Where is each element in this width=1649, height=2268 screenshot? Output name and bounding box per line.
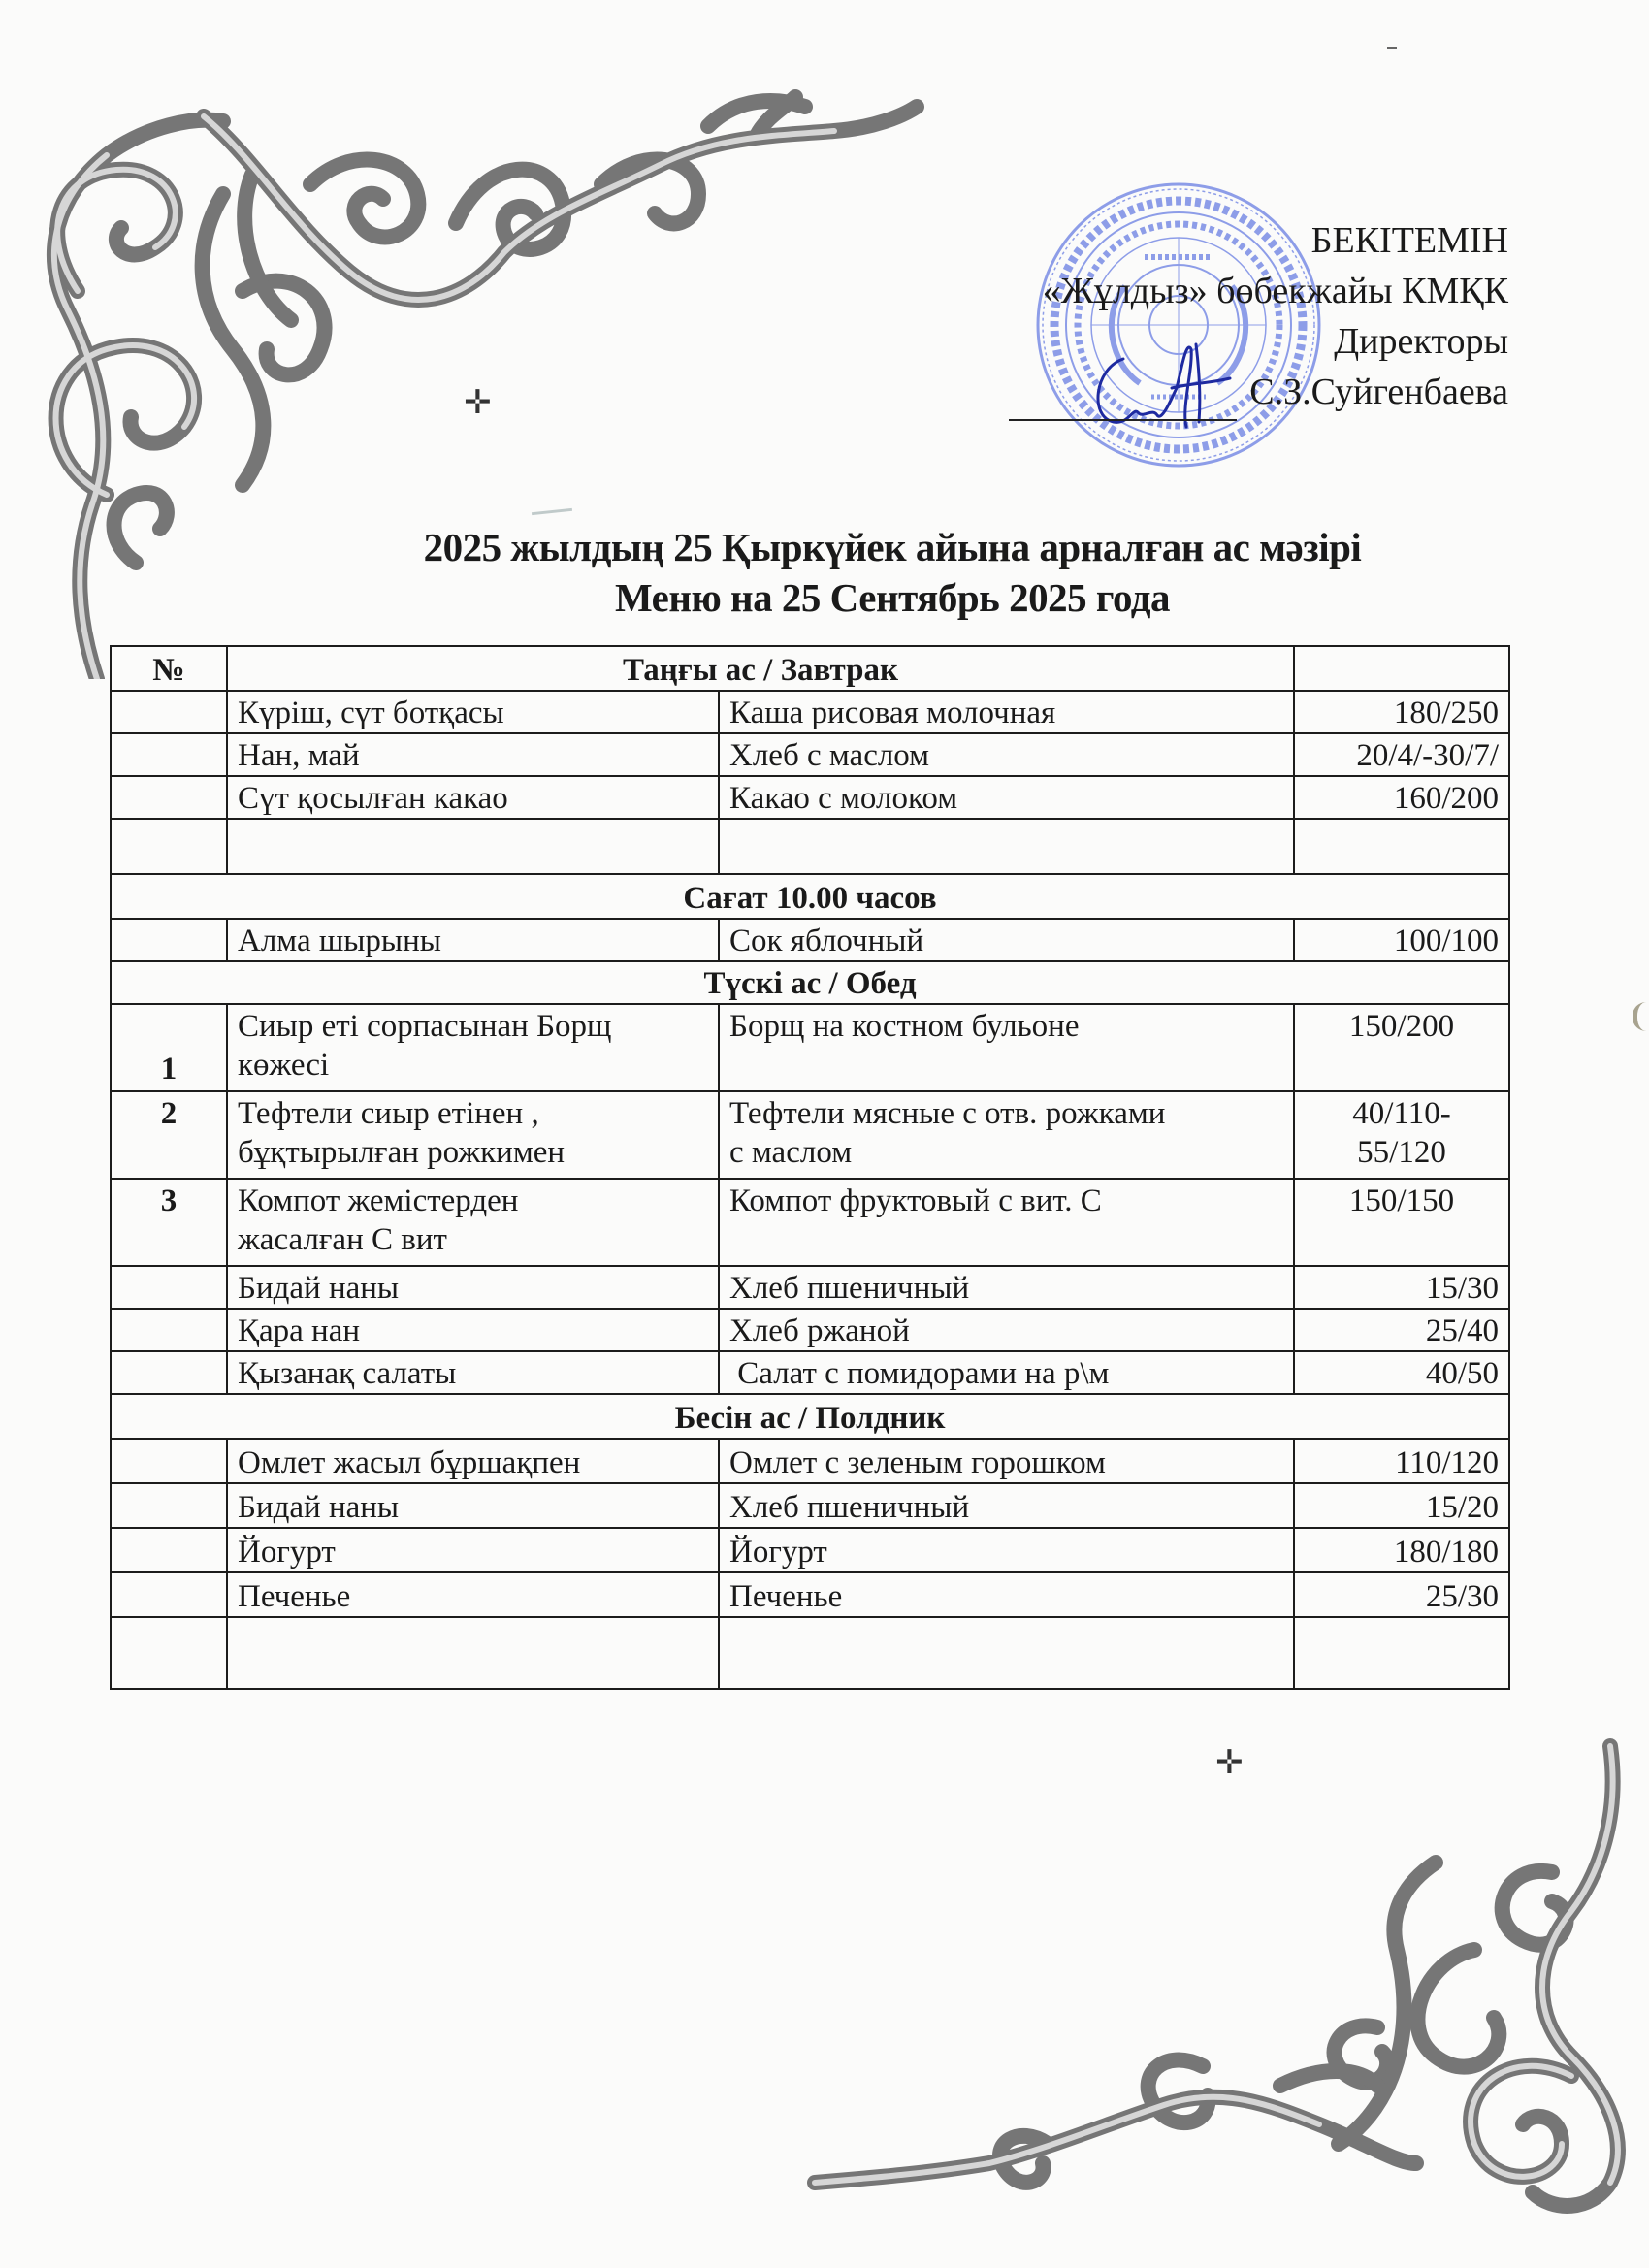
portion — [1294, 1091, 1509, 1179]
dish-ru — [719, 1617, 1294, 1689]
num-cell — [111, 1439, 227, 1483]
dish-kz — [227, 1004, 719, 1091]
dish-ru-line: Компот фруктовый с вит. С — [729, 1183, 1102, 1218]
dish-kz-line: Компот жемістерден — [238, 1183, 519, 1218]
approval-position: Директоры — [1334, 321, 1508, 362]
dish-kz — [227, 1617, 719, 1689]
section-title: Түскі ас / Обед — [111, 961, 1509, 1004]
portion — [1294, 1179, 1509, 1266]
scan-artifact — [1633, 1002, 1649, 1031]
num-column-header: № — [111, 646, 227, 691]
table-row — [111, 1266, 1509, 1309]
portion: 180/180 — [1294, 1528, 1509, 1572]
qty-cell — [1294, 646, 1509, 691]
dish-ru: Йогурт — [719, 1528, 1294, 1572]
section-title: Таңғы ас / Завтрак — [227, 646, 1294, 691]
dish-kz — [227, 1091, 719, 1179]
table-row — [111, 1528, 1509, 1572]
section-header-snack — [111, 874, 1509, 919]
dish-ru-line: Тефтели мясные с отв. рожками — [729, 1096, 1166, 1131]
dish-kz-line: көжесі — [238, 1048, 330, 1083]
table-row-empty — [111, 1617, 1509, 1689]
num-cell — [111, 1572, 227, 1617]
portion-line: 150/200 — [1348, 1009, 1455, 1044]
dish-ru: Каша рисовая молочная — [719, 691, 1294, 733]
num-cell — [111, 1483, 227, 1528]
scan-speck — [1387, 47, 1397, 49]
num-cell — [111, 691, 227, 733]
portion: 15/30 — [1294, 1266, 1509, 1309]
section-title: Сағат 10.00 часов — [111, 874, 1509, 919]
table-row — [111, 1439, 1509, 1483]
portion — [1294, 1617, 1509, 1689]
table-row — [111, 1351, 1509, 1394]
num-cell — [111, 1351, 227, 1394]
dish-ru: Хлеб пшеничный — [719, 1483, 1294, 1528]
section-header-afternoon — [111, 1394, 1509, 1439]
dish-ru: Сок яблочный — [719, 919, 1294, 961]
num-cell — [111, 1309, 227, 1351]
section-header-breakfast — [111, 646, 1509, 691]
portion: 160/200 — [1294, 776, 1509, 819]
signature-line — [1009, 419, 1237, 421]
num-cell — [111, 776, 227, 819]
dish-ru-line: с маслом — [729, 1135, 853, 1170]
dish-kz-line: жасалған С вит — [238, 1222, 447, 1257]
title-kazakh: 2025 жылдың 25 Қыркүйек айына арналған ас мәзірі — [423, 525, 1362, 569]
dish-kz: Бидай наны — [227, 1266, 719, 1309]
table-row-empty — [111, 819, 1509, 874]
dish-ru: Какао с молоком — [719, 776, 1294, 819]
num-cell — [111, 733, 227, 776]
num-cell: 1 — [111, 1004, 227, 1091]
dish-ru-line: Борщ на костном бульоне — [729, 1009, 1080, 1044]
dish-kz: Омлет жасыл бұршақпен — [227, 1439, 719, 1483]
approval-organization: «Жұлдыз» бөбекжайы КМҚК — [1042, 271, 1508, 311]
title-russian: Меню на 25 Сентябрь 2025 года — [614, 575, 1171, 620]
corner-ornament-bottom-right — [795, 1736, 1649, 2241]
dish-kz-line: Сиыр еті сорпасынан Борщ — [238, 1009, 612, 1044]
table-row — [111, 1091, 1509, 1179]
table-row — [111, 1179, 1509, 1266]
dish-kz: Бидай наны — [227, 1483, 719, 1528]
dish-ru: Хлеб с маслом — [719, 733, 1294, 776]
dish-ru: Хлеб пшеничный — [719, 1266, 1294, 1309]
portion-line: 55/120 — [1357, 1135, 1446, 1170]
table-row — [111, 919, 1509, 961]
portion: 25/30 — [1294, 1572, 1509, 1617]
num-cell: 3 — [111, 1179, 227, 1266]
dish-kz: Қызанақ салаты — [227, 1351, 719, 1394]
dish-kz: Сүт қосылған какао — [227, 776, 719, 819]
dish-ru — [719, 819, 1294, 874]
dish-ru: Салат с помидорами на р\м — [719, 1351, 1294, 1394]
portion — [1294, 819, 1509, 874]
table-row — [111, 1483, 1509, 1528]
dish-kz — [227, 819, 719, 874]
portion: 180/250 — [1294, 691, 1509, 733]
portion: 100/100 — [1294, 919, 1509, 961]
section-title: Бесін ас / Полдник — [111, 1394, 1509, 1439]
portion-line: 150/150 — [1348, 1183, 1455, 1218]
portion: 15/20 — [1294, 1483, 1509, 1528]
table-row — [111, 1004, 1509, 1091]
table-row — [111, 776, 1509, 819]
table-row — [111, 1572, 1509, 1617]
dish-kz-line: Тефтели сиыр етінен , — [238, 1096, 539, 1131]
dish-ru: Хлеб ржаной — [719, 1309, 1294, 1351]
dish-ru — [719, 1179, 1294, 1266]
dish-kz: Қара нан — [227, 1309, 719, 1351]
crosshair-mark: ✛ — [1215, 1743, 1244, 1782]
dish-kz: Нан, май — [227, 733, 719, 776]
num-cell — [111, 1617, 227, 1689]
table-row — [111, 691, 1509, 733]
num-cell: 2 — [111, 1091, 227, 1179]
table-row — [111, 733, 1509, 776]
dish-ru — [719, 1091, 1294, 1179]
portion: 25/40 — [1294, 1309, 1509, 1351]
dish-kz-line: бұқтырылған рожкимен — [238, 1135, 566, 1170]
dish-kz: Алма шырыны — [227, 919, 719, 961]
dish-kz: Йогурт — [227, 1528, 719, 1572]
approval-block — [1043, 215, 1508, 417]
approval-name: С.З.Суйгенбаева — [1249, 372, 1508, 412]
dish-kz — [227, 1179, 719, 1266]
dish-kz: Күріш, сүт ботқасы — [227, 691, 719, 733]
portion — [1294, 1004, 1509, 1091]
portion-line: 40/110- — [1352, 1096, 1451, 1131]
section-header-lunch — [111, 961, 1509, 1004]
crosshair-mark: ✛ — [464, 383, 492, 422]
dish-kz: Печенье — [227, 1572, 719, 1617]
portion: 110/120 — [1294, 1439, 1509, 1483]
num-cell — [111, 1528, 227, 1572]
num-cell — [111, 919, 227, 961]
dish-ru — [719, 1004, 1294, 1091]
dish-ru: Печенье — [719, 1572, 1294, 1617]
portion: 20/4/-30/7/ — [1294, 733, 1509, 776]
num-cell — [111, 1266, 227, 1309]
table-row — [111, 1309, 1509, 1351]
approval-title: БЕКІТЕМІН — [1310, 220, 1508, 261]
num-cell — [111, 819, 227, 874]
dish-ru: Омлет с зеленым горошком — [719, 1439, 1294, 1483]
portion: 40/50 — [1294, 1351, 1509, 1394]
menu-table — [110, 645, 1510, 1690]
